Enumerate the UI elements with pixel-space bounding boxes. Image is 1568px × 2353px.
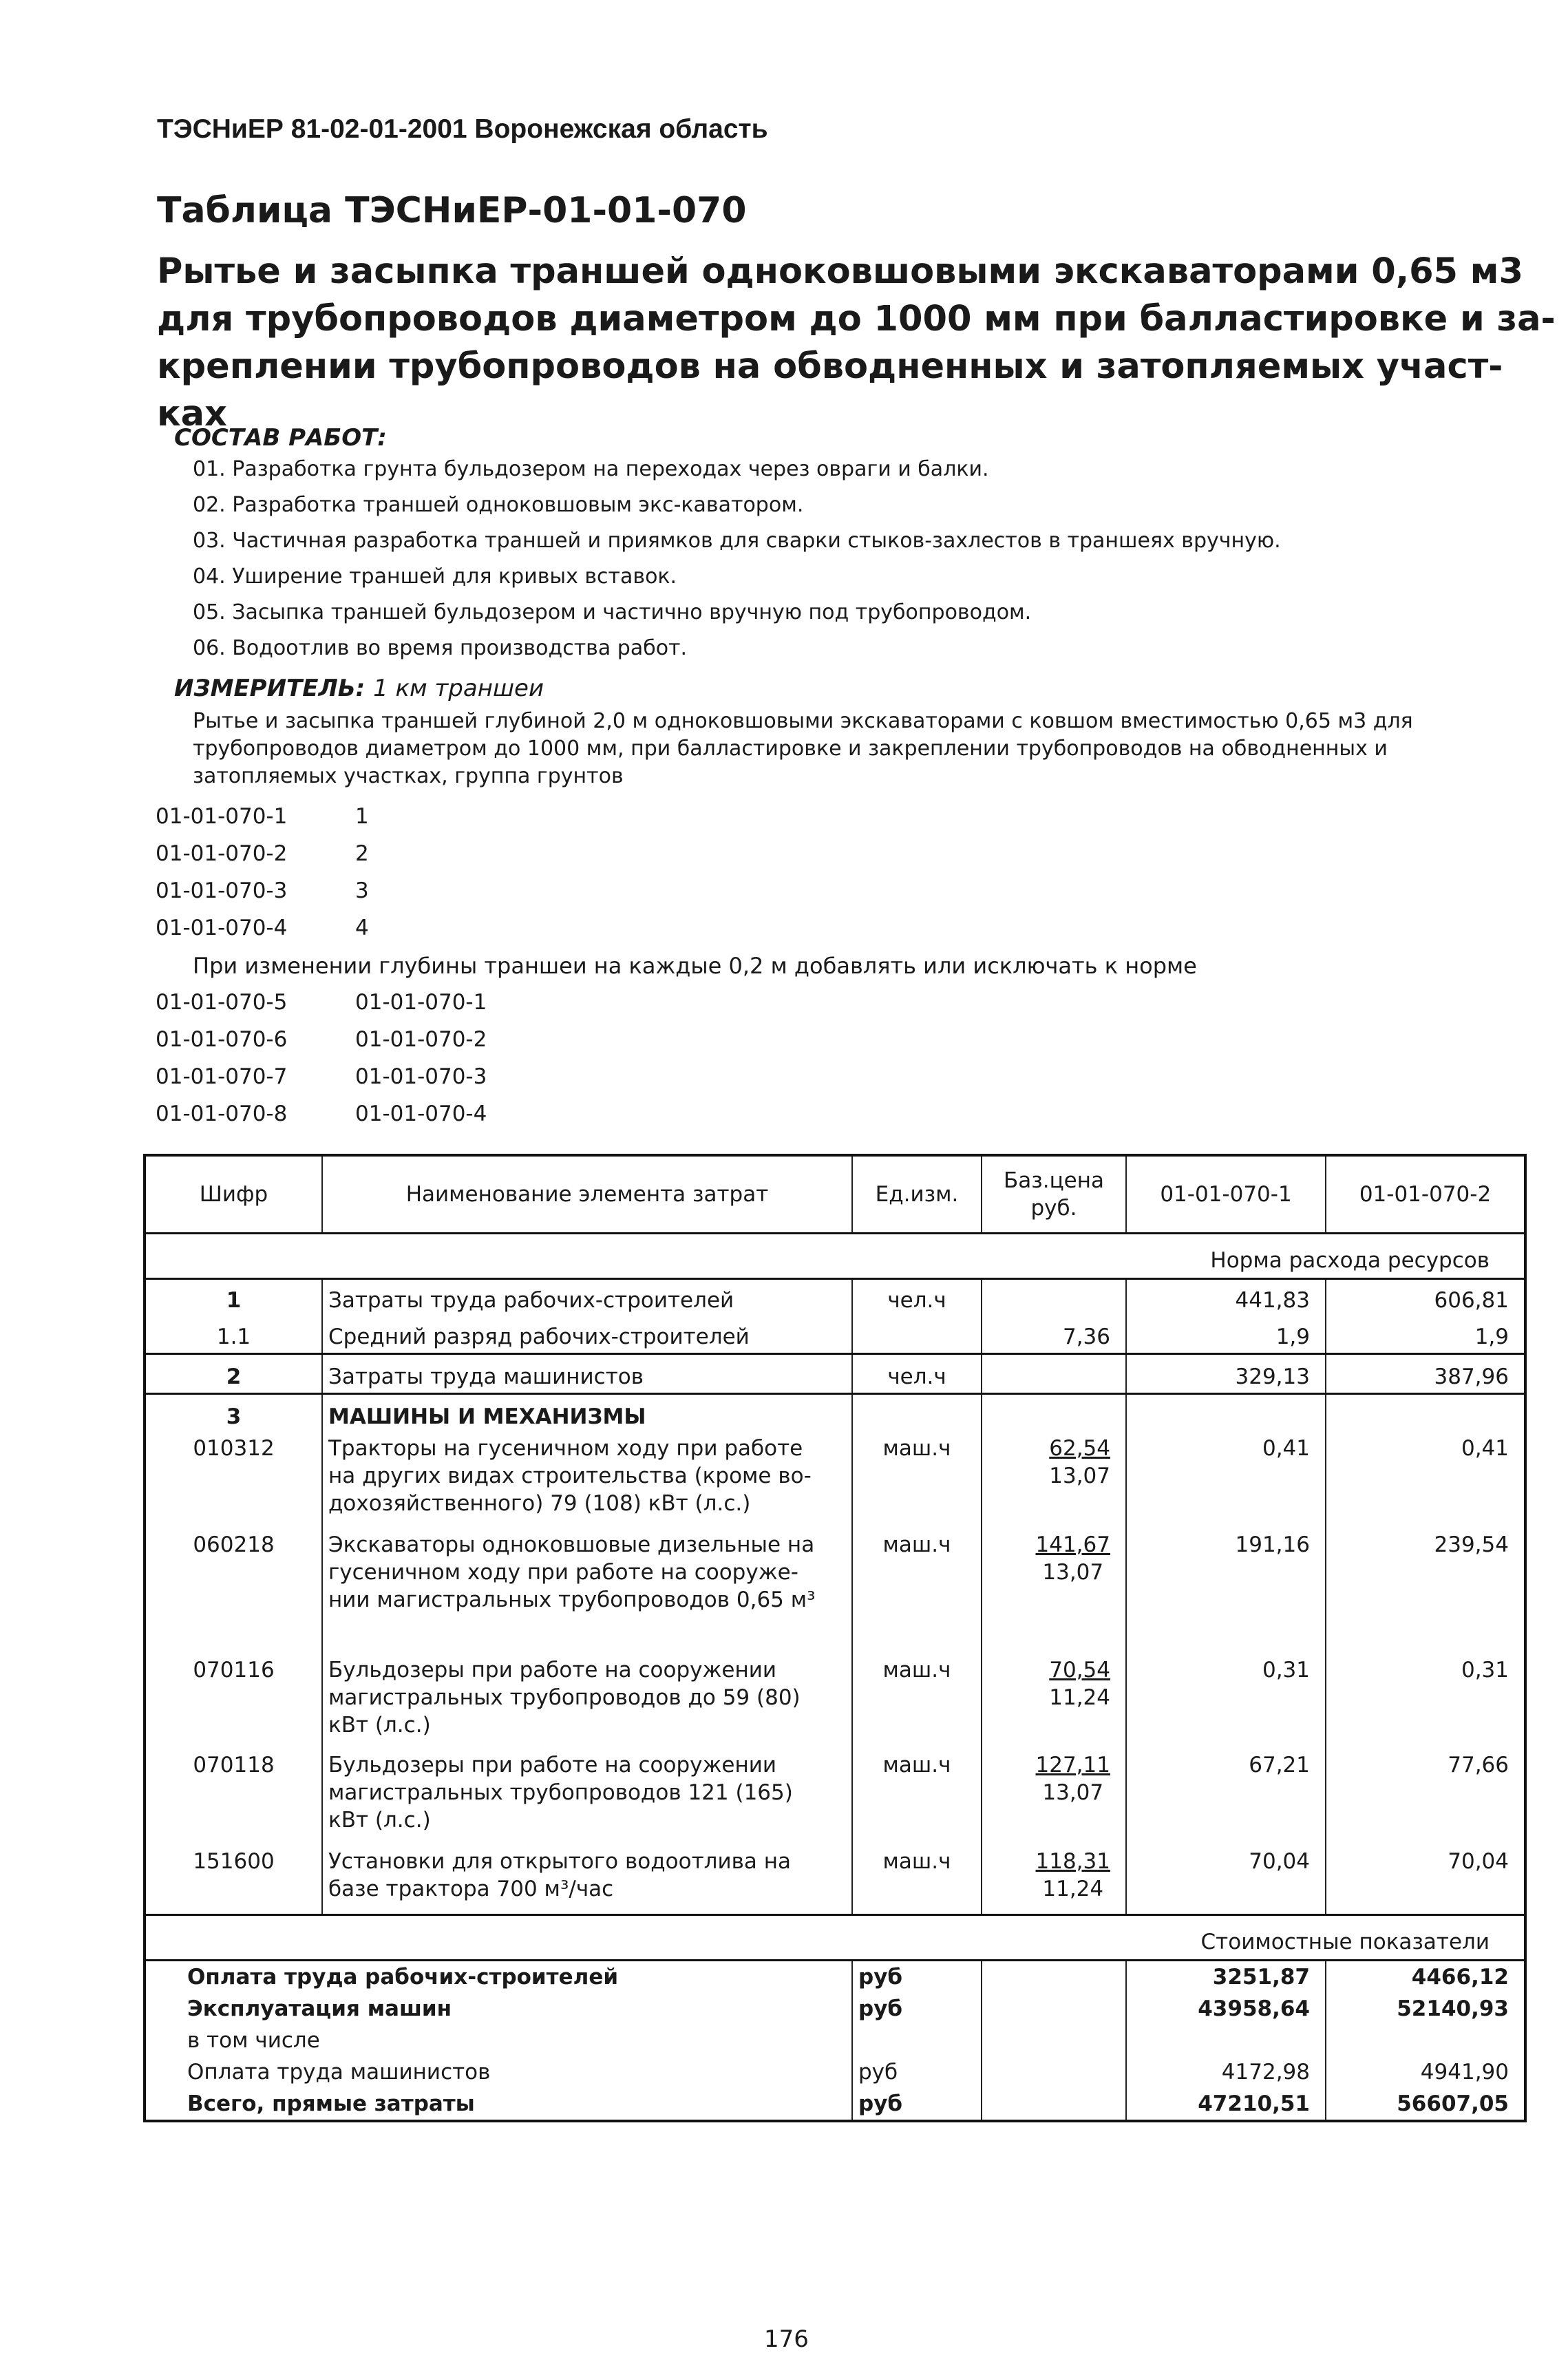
machine-name-line: кВт (л.с.) [328,1713,431,1738]
work-item: 01. Разработка грунта бульдозером на переходах через овраги и балки. [193,457,989,481]
group-code: 01-01-070-1 [156,804,288,829]
cost-unit: руб [852,2056,982,2088]
machine-value-1: 191,16 [1126,1529,1326,1654]
page-number: 176 [764,2325,809,2353]
description-line: трубопроводов диаметром до 1000 мм, при балластировке и закреплении трубопроводов на обводненных и [193,737,1388,761]
machine-name-line: базе трактора 700 м³/час [328,1877,614,1901]
price-wage: 11,24 [1042,1877,1104,1901]
works-title: СОСТАВ РАБОТ: [174,424,387,452]
machine-value-1: 70,04 [1126,1846,1326,1914]
row-price: 7,36 [982,1316,1126,1354]
norm-band-row [145,1234,1525,1279]
header-price-line: Баз.цена [1003,1168,1105,1193]
work-item: 04. Уширение траншей для кривых вставок. [193,564,677,589]
empty-cell [982,2025,1126,2056]
depth-code: 01-01-070-5 [156,990,288,1015]
machine-code: 010312 [145,1433,322,1529]
machine-row [145,1654,1525,1749]
row-value-1: 441,83 [1126,1279,1326,1317]
cost-band-row [145,1914,1525,1960]
machine-name [322,1654,852,1749]
depth-code: 01-01-070-7 [156,1064,288,1089]
description-line: Рытье и засыпка траншей глубиной 2,0 м одноковшовыми экскаваторами с ковшом вместимостью 0,65 м3 для [193,709,1413,733]
heading-line: креплении трубопроводов на обводненных и затопляемых участ- [157,346,1503,387]
description-line: затопляемых участках, группа грунтов [193,764,624,788]
machine-unit: маш.ч [852,1529,982,1654]
empty-cell [982,1960,1126,1993]
cost-unit: руб [852,2088,982,2121]
cost-unit [852,2025,982,2056]
row-code: 3 [145,1394,322,1433]
machine-price [982,1654,1126,1749]
row-value-1: 329,13 [1126,1354,1326,1394]
header-code: Шифр [145,1155,322,1234]
machine-value-2: 239,54 [1326,1529,1525,1654]
section-heading [157,248,1556,438]
price-wage: 13,07 [1049,1464,1110,1488]
description [193,708,1542,790]
machine-unit: маш.ч [852,1749,982,1846]
depth-ref: 01-01-070-3 [355,1064,487,1089]
table-row [145,1394,1525,1433]
row-price [982,1354,1126,1394]
cost-value-1: 43958,64 [1126,1993,1326,2025]
heading-line: ках [157,394,227,434]
machine-row [145,1749,1525,1846]
empty-cell [1126,1394,1326,1433]
machine-name-line: магистральных трубопроводов до 59 (80) [328,1685,801,1710]
cost-value-1 [1126,2025,1326,2056]
group-value: 1 [355,804,369,829]
group-code: 01-01-070-3 [156,878,288,903]
price-base: 141,67 [1035,1532,1110,1557]
cost-value-2: 4941,90 [1326,2056,1525,2088]
norm-band: Норма расхода ресурсов [145,1234,1525,1279]
row-code: 2 [145,1354,322,1394]
price-wage: 13,07 [1042,1780,1104,1805]
document-header: ТЭСНиЕР 81-02-01-2001 Воронежская область [157,114,768,144]
header-unit: Ед.изм. [852,1155,982,1234]
meter-title: ИЗМЕРИТЕЛЬ: [174,675,365,702]
machine-row [145,1433,1525,1529]
depth-code: 01-01-070-8 [156,1101,288,1126]
cost-value-2: 4466,12 [1326,1960,1525,1993]
work-item: 02. Разработка траншей одноковшовым экс-каватором. [193,493,804,517]
work-item: 03. Частичная разработка траншей и приямков для сварки стыков-захлестов в траншеях вручную. [193,529,1281,553]
machine-name-line: дохозяйственного) 79 (108) кВт (л.с.) [328,1491,751,1516]
row-value-2: 606,81 [1326,1279,1525,1317]
row-name: Средний разряд рабочих-строителей [322,1316,852,1354]
machine-name-line: Бульдозеры при работе на сооружении [328,1658,777,1682]
row-unit [852,1316,982,1354]
group-value: 2 [355,841,369,866]
machine-value-1: 67,21 [1126,1749,1326,1846]
machine-row [145,1529,1525,1654]
meter-value: 1 км траншеи [373,675,544,702]
cost-row [145,2056,1525,2088]
price-fraction [1036,1531,1110,1586]
machine-name-line: на других видах строительства (кроме во- [328,1464,812,1488]
machine-name-line: нии магистральных трубопроводов 0,65 м³ [328,1587,816,1612]
machine-name [322,1433,852,1529]
table-row [145,1354,1525,1394]
work-item: 06. Водоотлив во время производства работ. [193,636,688,660]
price-base: 62,54 [1049,1436,1110,1461]
resource-table [143,1154,1527,2122]
empty-cell [982,2088,1126,2121]
row-code: 1.1 [145,1316,322,1354]
price-fraction [1036,1848,1110,1903]
header-price [982,1155,1126,1234]
machine-name-line: Тракторы на гусеничном ходу при работе [328,1436,803,1461]
machine-name-line: Установки для открытого водоотлива на [328,1849,792,1874]
cost-value-1: 3251,87 [1126,1960,1326,1993]
cost-name: Оплата труда рабочих-строителей [145,1960,852,1993]
header-col2: 01-01-070-2 [1326,1155,1525,1234]
header-price-line: руб. [1030,1196,1077,1221]
machine-unit: маш.ч [852,1654,982,1749]
price-wage: 13,07 [1042,1560,1104,1585]
price-fraction [1036,1751,1110,1806]
row-name: МАШИНЫ И МЕХАНИЗМЫ [322,1394,852,1433]
row-price [982,1279,1126,1317]
depth-code: 01-01-070-6 [156,1027,288,1052]
empty-cell [982,1394,1126,1433]
price-fraction [1049,1656,1110,1711]
machine-name-line: Экскаваторы одноковшовые дизельные на [328,1532,815,1557]
empty-cell [982,1993,1126,2025]
price-base: 118,31 [1035,1849,1110,1874]
row-unit: чел.ч [852,1279,982,1317]
row-name: Затраты труда машинистов [322,1354,852,1394]
cost-name: Всего, прямые затраты [145,2088,852,2121]
row-unit: чел.ч [852,1354,982,1394]
price-base: 127,11 [1035,1753,1110,1777]
cost-unit: руб [852,1960,982,1993]
row-value-2: 1,9 [1326,1316,1525,1354]
table-header-row [145,1155,1525,1234]
table-row [145,1279,1525,1317]
machine-code: 151600 [145,1846,322,1914]
machine-price [982,1749,1126,1846]
machine-name [322,1749,852,1846]
row-value-2: 387,96 [1326,1354,1525,1394]
depth-ref: 01-01-070-4 [355,1101,487,1126]
work-item: 05. Засыпка траншей бульдозером и частично вручную под трубопроводом. [193,600,1032,624]
group-code: 01-01-070-4 [156,916,288,940]
depth-ref: 01-01-070-2 [355,1027,487,1052]
machine-name [322,1846,852,1914]
machine-value-2: 70,04 [1326,1846,1525,1914]
machine-name-line: Бульдозеры при работе на сооружении [328,1753,777,1777]
header-name: Наименование элемента затрат [322,1155,852,1234]
meter-line [174,675,544,702]
cost-name: в том числе [145,2025,852,2056]
machine-name-line: гусеничном ходу при работе на сооруже- [328,1560,798,1585]
cost-value-1: 47210,51 [1126,2088,1326,2121]
machine-unit: маш.ч [852,1433,982,1529]
machine-price [982,1433,1126,1529]
machine-name [322,1529,852,1654]
machine-value-1: 0,31 [1126,1654,1326,1749]
row-value-1: 1,9 [1126,1316,1326,1354]
cost-value-1: 4172,98 [1126,2056,1326,2088]
table-row [145,1316,1525,1354]
machine-name-line: магистральных трубопроводов 121 (165) [328,1780,793,1805]
cost-row [145,1993,1525,2025]
row-name: Затраты труда рабочих-строителей [322,1279,852,1317]
empty-cell [982,2056,1126,2088]
group-value: 4 [355,916,369,940]
machine-value-1: 0,41 [1126,1433,1326,1529]
heading-line: для трубопроводов диаметром до 1000 мм при балластировке и за- [157,299,1556,339]
machine-name-line: кВт (л.с.) [328,1808,431,1833]
group-value: 3 [355,878,369,903]
machine-code: 060218 [145,1529,322,1654]
cost-value-2 [1326,2025,1525,2056]
price-base: 70,54 [1049,1658,1110,1682]
machine-row [145,1846,1525,1914]
machine-value-2: 0,41 [1326,1433,1525,1529]
depth-ref: 01-01-070-1 [355,990,487,1015]
cost-name: Оплата труда машинистов [145,2056,852,2088]
cost-row [145,2088,1525,2121]
cost-band: Стоимостные показатели [145,1914,1525,1960]
row-code: 1 [145,1279,322,1317]
depth-note: При изменении глубины траншеи на каждые 0,2 м добавлять или исключать к норме [193,953,1197,979]
group-code: 01-01-070-2 [156,841,288,866]
machine-code: 070116 [145,1654,322,1749]
cost-row [145,2025,1525,2056]
price-fraction [1049,1435,1110,1490]
machine-price [982,1846,1126,1914]
machine-price [982,1529,1126,1654]
machine-unit: маш.ч [852,1846,982,1914]
price-wage: 11,24 [1049,1685,1110,1710]
machine-code: 070118 [145,1749,322,1846]
cost-row [145,1960,1525,1993]
cost-unit: руб [852,1993,982,2025]
heading-line: Рытье и засыпка траншей одноковшовыми экскаваторами 0,65 м3 [157,251,1523,292]
cost-value-2: 52140,93 [1326,1993,1525,2025]
header-col1: 01-01-070-1 [1126,1155,1326,1234]
machine-value-2: 77,66 [1326,1749,1525,1846]
cost-value-2: 56607,05 [1326,2088,1525,2121]
empty-cell [1326,1394,1525,1433]
table-label: Таблица ТЭСНиЕР-01-01-070 [157,190,747,231]
cost-name: Эксплуатация машин [145,1993,852,2025]
machine-value-2: 0,31 [1326,1654,1525,1749]
empty-cell [852,1394,982,1433]
